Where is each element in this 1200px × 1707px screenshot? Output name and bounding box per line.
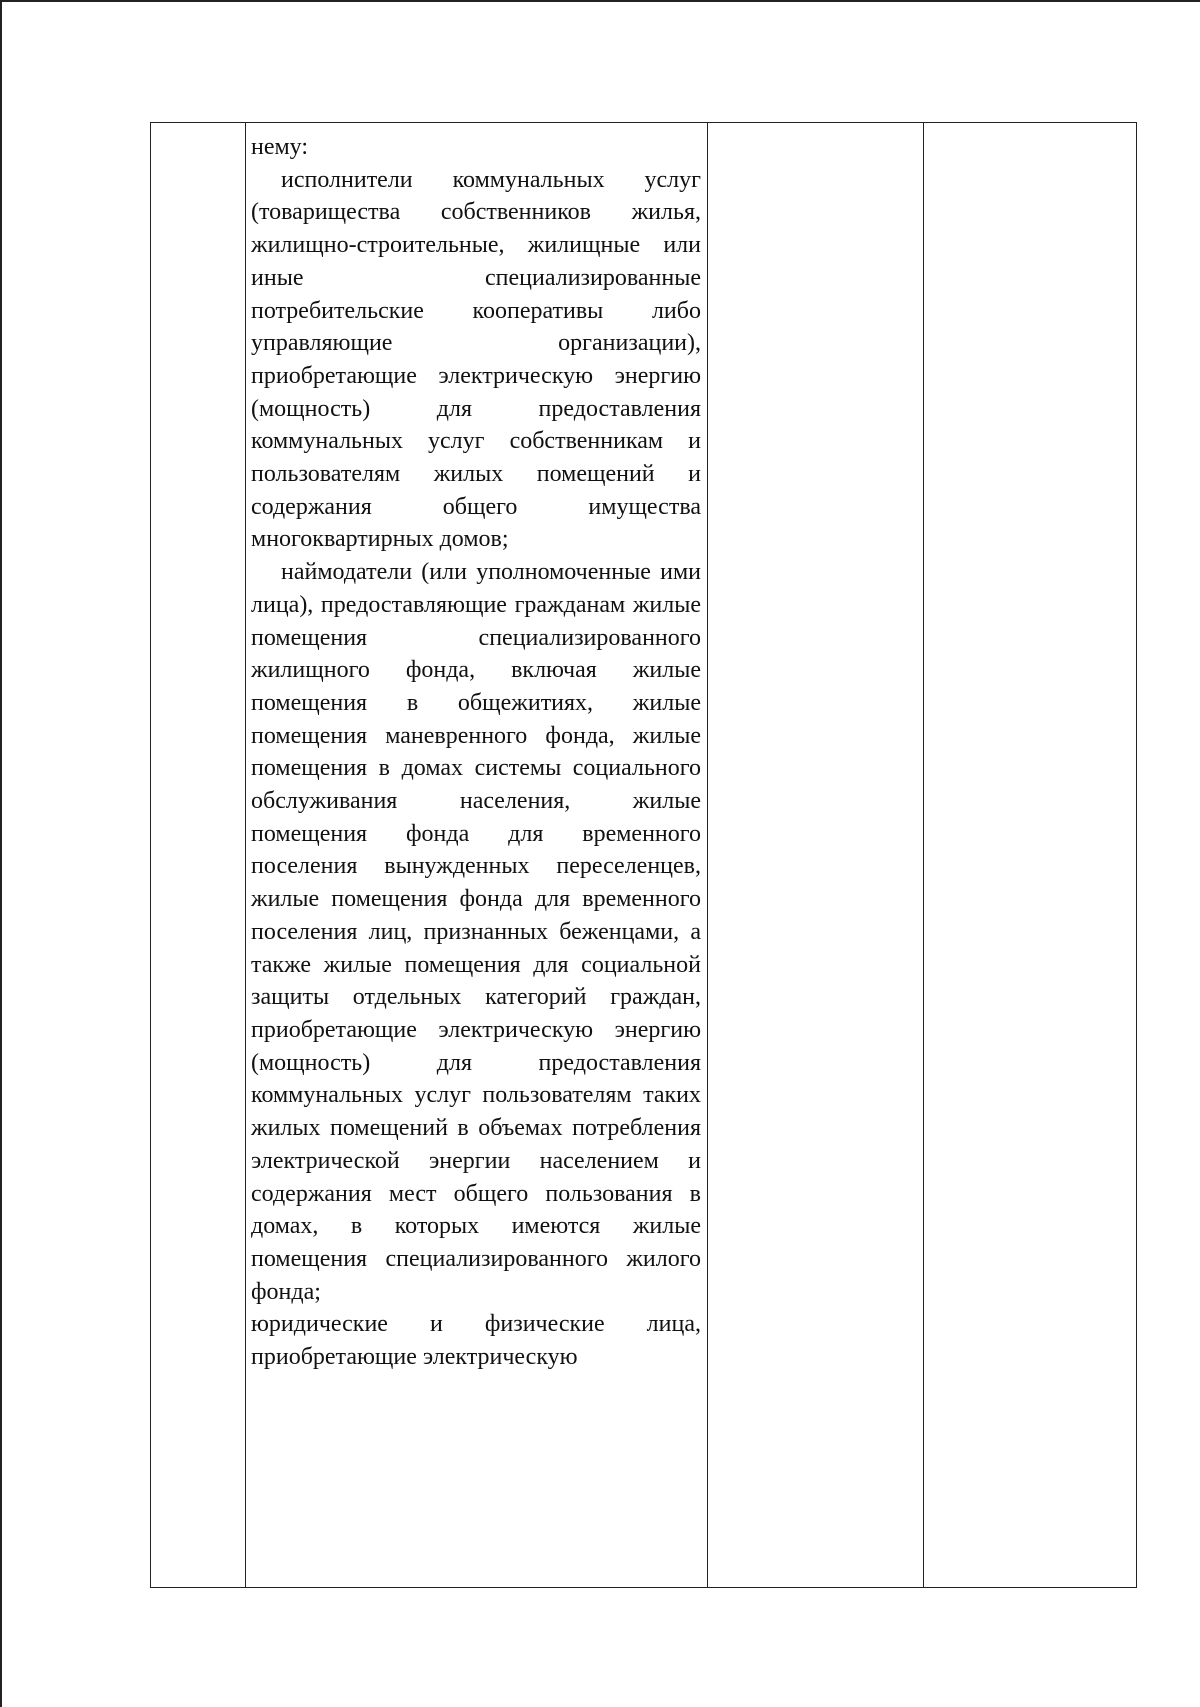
paragraph-utility-providers: исполнители коммунальных услуг (товарищества собственников жилья, жилищно-строительные, жилищные или иные специализированные потребительские кооперативы либо управляющие организации), приобретающие электрическую энергию (мощность) для предоставления коммунальных услуг собственникам и пользователям жилых помещений и содержания общего имущества многоквартирных домов; [251,166,701,553]
scan-edge-left [0,0,2,1707]
paragraph-continuation: нему: [251,134,309,160]
scan-edge-top [0,0,1200,2]
paragraph-landlords: наймодатели (или уполномоченные ими лица), предоставляющие гражданам жилые помещения специализированного жилищного фонда, включая жилые помещения в общежитиях, жилые помещения маневренного фонда, жилые помещения в домах системы социального обслуживания населения, жилые помещения фонда для временного поселения вынужденных переселенцев, жилые помещения фонда для временного поселения лиц, признанных беженцами, а также жилые помещения для социальной защиты отдельных категорий граждан, приобретающие электрическую энергию (мощность) для предоставления коммунальных услуг пользователям таких жилых помещений в объемах потребления электрической энергии населением и содержания мест общего пользования в домах, в которых имеются жилые помещения специализированного жилого фонда; [251,559,701,1305]
table-text-cell [251,131,701,1374]
paragraph-legal-entities: юридические и физические лица, приобретающие электрическую [251,1311,701,1371]
column-divider-1 [245,123,246,1587]
document-table [150,122,1137,1588]
column-divider-4 [1136,123,1137,1587]
column-divider-2 [707,123,708,1587]
column-divider-3 [923,123,924,1587]
